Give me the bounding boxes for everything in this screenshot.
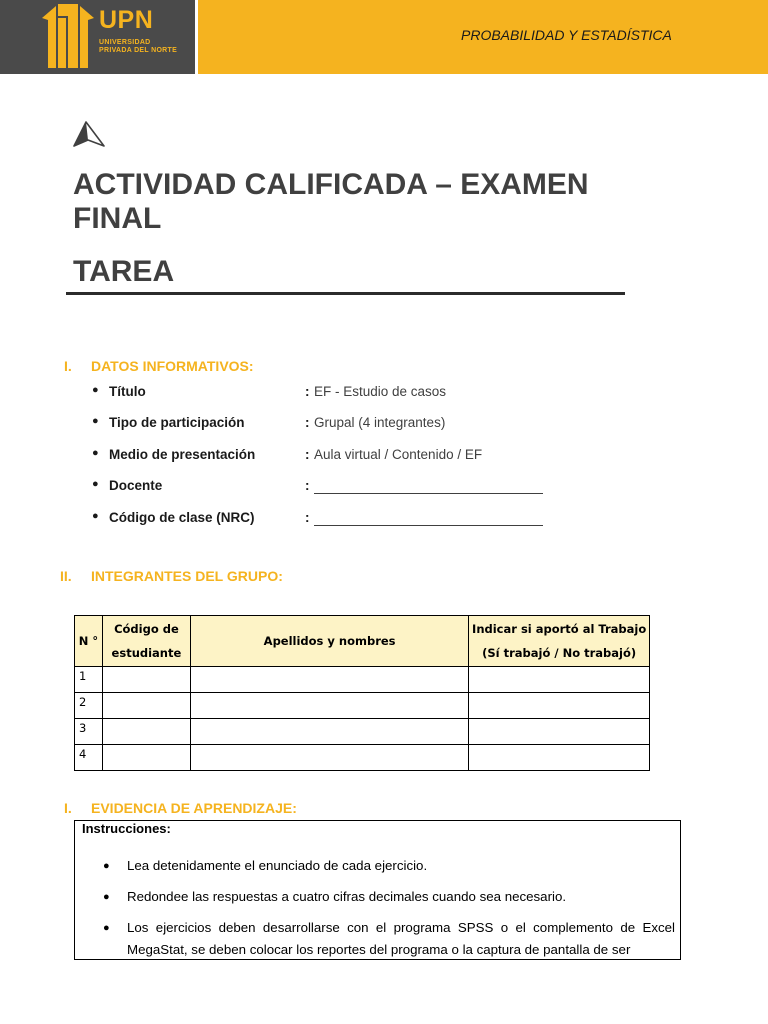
- col-header-contribution: Indicar si aportó al Trabajo (Sí trabajó / No trabajó): [469, 616, 650, 667]
- info-label: Título: [109, 384, 146, 399]
- section-heading-evidencia: [64, 800, 297, 816]
- code-cell[interactable]: [102, 667, 190, 693]
- navigation-arrow-icon: [72, 120, 106, 148]
- info-value: EF - Estudio de casos: [314, 384, 447, 399]
- section-number: II.: [60, 568, 72, 584]
- list-item: ● Los ejercicios deben desarrollarse con el programa SPSS o el complemento de Excel MegaStat, se deben colocar los reportes del programa o la captura de pantalla de ser: [103, 917, 675, 960]
- instructions-title: Instrucciones:: [82, 821, 171, 836]
- course-title: PROBABILIDAD Y ESTADÍSTICA: [461, 27, 672, 43]
- table-row: 2: [75, 693, 650, 719]
- list-item: ● Lea detenidamente el enunciado de cada ejercicio.: [103, 855, 675, 877]
- table-header-row: [75, 616, 650, 667]
- info-value: Aula virtual / Contenido / EF: [314, 447, 483, 462]
- section-title: INTEGRANTES DEL GRUPO:: [91, 568, 283, 584]
- name-cell[interactable]: [190, 667, 468, 693]
- info-label: Medio de presentación: [109, 447, 256, 462]
- code-cell[interactable]: [102, 745, 190, 771]
- code-cell[interactable]: [102, 719, 190, 745]
- upn-arrow-logo-icon: [38, 4, 98, 70]
- section-heading-datos: [64, 358, 254, 374]
- bullet-icon: ●: [103, 860, 110, 872]
- docente-blank-field[interactable]: [314, 493, 543, 494]
- bullet-icon: ●: [92, 415, 99, 427]
- info-value: Grupal (4 integrantes): [314, 415, 446, 430]
- table-row: 1: [75, 667, 650, 693]
- section-title: EVIDENCIA DE APRENDIZAJE:: [91, 800, 297, 816]
- col-header-code: Código de estudiante: [102, 616, 190, 667]
- name-cell[interactable]: [190, 745, 468, 771]
- bullet-icon: ●: [103, 891, 110, 903]
- info-label: Tipo de participación: [109, 415, 245, 430]
- bullet-icon: ●: [92, 447, 99, 459]
- title-divider: [66, 292, 625, 295]
- name-cell[interactable]: [190, 719, 468, 745]
- info-label: Docente: [109, 478, 163, 493]
- section-title: DATOS INFORMATIVOS:: [91, 358, 254, 374]
- name-cell[interactable]: [190, 693, 468, 719]
- bullet-icon: ●: [92, 510, 99, 522]
- section-number: I.: [64, 800, 72, 816]
- nrc-blank-field[interactable]: [314, 525, 543, 526]
- contribution-cell[interactable]: [469, 693, 650, 719]
- col-header-name: Apellidos y nombres: [190, 616, 468, 667]
- bullet-icon: ●: [103, 922, 110, 934]
- col-header-number: N °: [75, 616, 103, 667]
- code-cell[interactable]: [102, 693, 190, 719]
- group-members-table: [74, 615, 650, 771]
- list-item: ● Redondee las respuestas a cuatro cifras decimales cuando sea necesario.: [103, 886, 675, 908]
- section-heading-integrantes: [60, 568, 283, 584]
- instructions-box: [74, 820, 681, 960]
- logo-subtitle: UNIVERSIDAD PRIVADA DEL NORTE: [99, 39, 178, 54]
- bullet-icon: ●: [92, 478, 99, 490]
- document-title: ACTIVIDAD CALIFICADA – EXAMEN FINAL: [73, 168, 589, 235]
- document-subtitle: TAREA: [73, 255, 175, 288]
- table-row: 3: [75, 719, 650, 745]
- info-label: Código de clase (NRC): [109, 510, 255, 525]
- contribution-cell[interactable]: [469, 667, 650, 693]
- page-header: [0, 0, 768, 74]
- table-row: 4: [75, 745, 650, 771]
- bullet-icon: ●: [92, 384, 99, 396]
- section-number: I.: [64, 358, 72, 374]
- logo-wordmark: UPN: [99, 6, 154, 34]
- contribution-cell[interactable]: [469, 719, 650, 745]
- upn-logo: [0, 0, 195, 74]
- contribution-cell[interactable]: [469, 745, 650, 771]
